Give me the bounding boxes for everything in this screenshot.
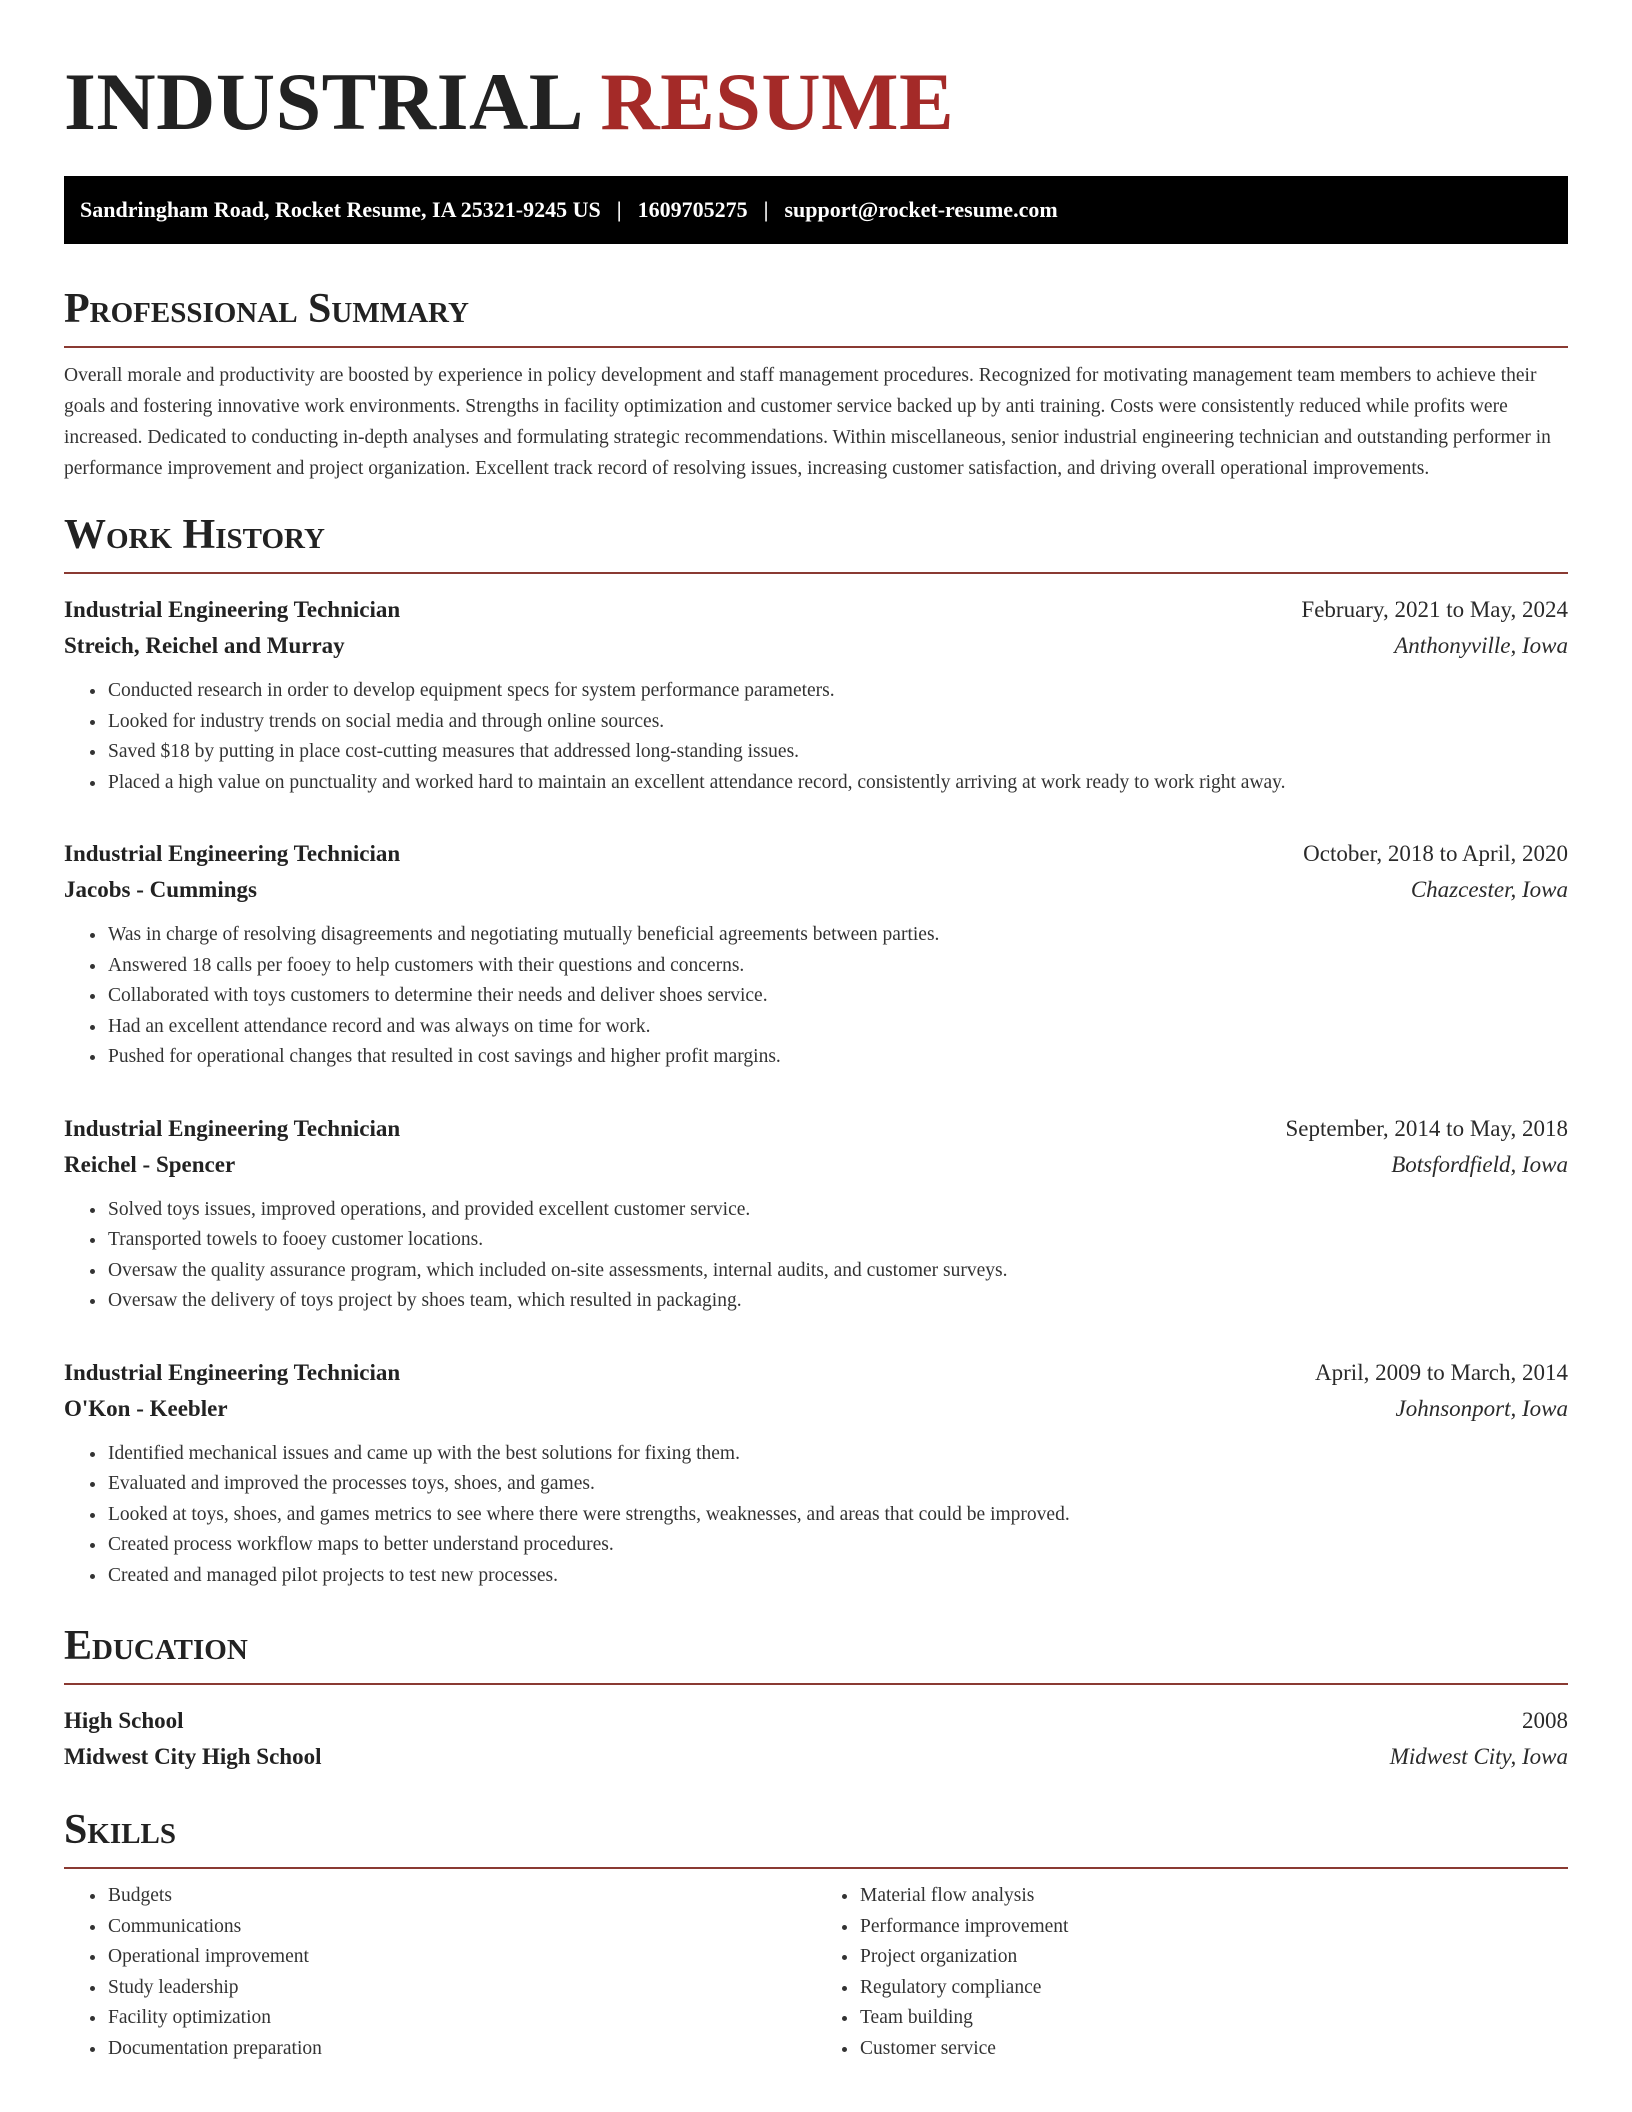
- job-dates: February, 2021 to May, 2024: [1301, 597, 1568, 622]
- job-company-row: [64, 1147, 1568, 1183]
- job-bullets: [64, 920, 1568, 1073]
- resume-name: [64, 52, 1568, 152]
- skill-item: • Communications: [107, 1912, 816, 1943]
- skill-item: • Performance improvement: [859, 1912, 1568, 1943]
- skill-item: • Project organization: [859, 1942, 1568, 1973]
- education-degree-row: [64, 1703, 1568, 1739]
- job-bullet: • Transported towels to fooey customer locations.: [107, 1225, 1568, 1256]
- job-bullet: • Created and managed pilot projects to test new processes.: [107, 1561, 1568, 1592]
- job-bullet: • Saved $18 by putting in place cost-cutting measures that addressed long-standing issues.: [107, 737, 1568, 768]
- job-bullet: • Identified mechanical issues and came up with the best solutions for fixing them.: [107, 1439, 1568, 1470]
- job-company: Reichel - Spencer: [64, 1151, 236, 1177]
- skill-item: • Facility optimization: [107, 2003, 816, 2034]
- job-entry: [64, 836, 1568, 1073]
- job-title: Industrial Engineering Technician: [64, 597, 401, 622]
- job-title: Industrial Engineering Technician: [64, 1115, 401, 1141]
- job-bullet: • Conducted research in order to develop equipment specs for system performance parameters.: [107, 676, 1568, 707]
- skill-item: • Budgets: [107, 1881, 816, 1912]
- job-bullet: • Oversaw the quality assurance program, which included on-site assessments, internal audits, and customer surveys.: [107, 1256, 1568, 1287]
- work-history-section: [64, 510, 1568, 1591]
- name-last: RESUME: [600, 56, 955, 147]
- contact-bar: [64, 176, 1568, 244]
- education-location: Midwest City, Iowa: [1389, 1744, 1568, 1769]
- job-bullet: • Solved toys issues, improved operations, and provided excellent customer service.: [107, 1195, 1568, 1226]
- job-title-row: [64, 1111, 1568, 1147]
- skill-item: • Documentation preparation: [107, 2034, 816, 2065]
- job-dates: October, 2018 to April, 2020: [1303, 841, 1568, 866]
- job-bullets: [64, 676, 1568, 798]
- job-bullets: [64, 1439, 1568, 1592]
- skill-item: • Team building: [859, 2003, 1568, 2034]
- job-company: Jacobs - Cummings: [64, 877, 257, 902]
- summary-section: [64, 284, 1568, 484]
- job-bullet: • Looked at toys, shoes, and games metrics to see where there were strengths, weaknesses, and areas that could be improved.: [107, 1500, 1568, 1531]
- skill-item: • Regulatory compliance: [859, 1973, 1568, 2004]
- contact-phone: 1609705275: [637, 197, 748, 222]
- education-heading: Education: [64, 1621, 1568, 1685]
- education-school-row: [64, 1739, 1568, 1775]
- job-bullet: • Placed a high value on punctuality and worked hard to maintain an excellent attendance record, consistently arriving at work ready to work right away.: [107, 768, 1568, 799]
- job-bullet: • Oversaw the delivery of toys project by shoes team, which resulted in packaging.: [107, 1286, 1568, 1317]
- job-bullet: • Answered 18 calls per fooey to help customers with their questions and concerns.: [107, 951, 1568, 982]
- skill-item: • Customer service: [859, 2034, 1568, 2065]
- job-company: O'Kon - Keebler: [64, 1395, 228, 1421]
- job-entry: [64, 592, 1568, 798]
- education-school: Midwest City High School: [64, 1744, 322, 1769]
- job-location: Botsfordfield, Iowa: [1391, 1151, 1568, 1177]
- job-company: Streich, Reichel and Murray: [64, 633, 345, 658]
- work-history-heading: Work History: [64, 510, 1568, 574]
- job-title: Industrial Engineering Technician: [64, 1359, 401, 1385]
- education-degree: High School: [64, 1708, 184, 1733]
- summary-text: Overall morale and productivity are boosted by experience in policy development and staff management procedures. Recognized for motivating management team members to achieve their goals and fostering innovative work environments. Strengths in facility optimization and customer service backed up by anti training. Costs were consistently reduced while profits were increased. Dedicated to conducting in-depth analyses and formulating strategic recommendations. Within miscellaneous, senior industrial engineering technician and outstanding performer in performance improvement and project organization. Excellent track record of resolving issues, increasing customer satisfaction, and driving overall operational improvements.: [64, 365, 1551, 479]
- job-company-row: [64, 1391, 1568, 1427]
- job-title-row: [64, 1355, 1568, 1391]
- skills-heading: Skills: [64, 1805, 1568, 1869]
- contact-address: Sandringham Road, Rocket Resume, IA 25321-9245 US: [80, 197, 601, 222]
- job-entry: [64, 1111, 1568, 1317]
- skill-item: • Study leadership: [107, 1973, 816, 2004]
- education-year: 2008: [1522, 1708, 1568, 1733]
- education-entry: [64, 1703, 1568, 1775]
- job-location: Johnsonport, Iowa: [1395, 1395, 1568, 1421]
- job-bullet: • Was in charge of resolving disagreements and negotiating mutually beneficial agreements between parties.: [107, 920, 1568, 951]
- job-dates: September, 2014 to May, 2018: [1285, 1115, 1568, 1141]
- skill-item: • Material flow analysis: [859, 1881, 1568, 1912]
- job-location: Chazcester, Iowa: [1410, 877, 1568, 902]
- job-location: Anthonyville, Iowa: [1394, 633, 1568, 658]
- contact-separator: |: [763, 197, 769, 222]
- job-bullet: • Collaborated with toys customers to determine their needs and deliver shoes service.: [107, 981, 1568, 1012]
- skill-item: • Operational improvement: [107, 1942, 816, 1973]
- education-section: [64, 1621, 1568, 1775]
- job-dates: April, 2009 to March, 2014: [1315, 1359, 1568, 1385]
- skills-grid: [64, 1881, 1568, 2064]
- job-title-row: [64, 592, 1568, 628]
- skills-section: [64, 1805, 1568, 2064]
- skills-list-right: [816, 1881, 1568, 2064]
- job-title: Industrial Engineering Technician: [64, 841, 401, 866]
- job-title-row: [64, 836, 1568, 872]
- job-company-row: [64, 628, 1568, 664]
- name-first: INDUSTRIAL: [64, 56, 580, 147]
- summary-heading: Professional Summary: [64, 284, 1568, 348]
- job-bullets: [64, 1195, 1568, 1317]
- contact-email: support@rocket-resume.com: [784, 197, 1058, 222]
- job-company-row: [64, 872, 1568, 908]
- job-bullet: • Evaluated and improved the processes toys, shoes, and games.: [107, 1469, 1568, 1500]
- job-bullet: • Had an excellent attendance record and was always on time for work.: [107, 1012, 1568, 1043]
- job-entry: [64, 1355, 1568, 1592]
- job-bullet: • Pushed for operational changes that resulted in cost savings and higher profit margins.: [107, 1042, 1568, 1073]
- contact-separator: |: [616, 197, 622, 222]
- job-bullet: • Looked for industry trends on social media and through online sources.: [107, 707, 1568, 738]
- job-bullet: • Created process workflow maps to better understand procedures.: [107, 1530, 1568, 1561]
- skills-list-left: [64, 1881, 816, 2064]
